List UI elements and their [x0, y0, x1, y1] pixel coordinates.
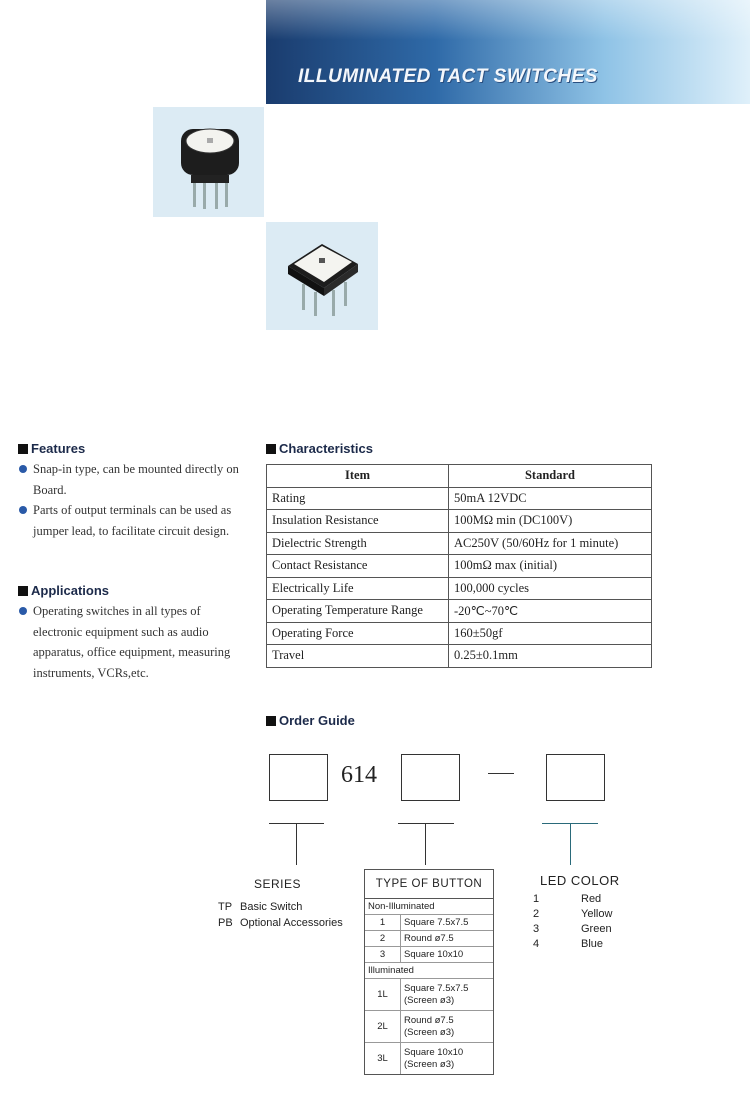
led-color-code-box	[546, 754, 605, 801]
order-guide-heading-label: Order Guide	[279, 713, 355, 728]
list-item	[365, 930, 493, 946]
standard-cell: 0.25±0.1mm	[449, 645, 652, 668]
button-code: 3	[365, 947, 401, 962]
order-guide-heading	[266, 713, 355, 728]
order-dash	[488, 773, 514, 774]
item-cell: Travel	[267, 645, 449, 668]
list-item	[365, 978, 493, 1010]
column-header: Standard	[449, 465, 652, 488]
list-item	[365, 914, 493, 930]
standard-cell: 160±50gf	[449, 622, 652, 645]
led-color-name: Blue	[581, 938, 604, 950]
led-color-label: LED COLOR	[540, 873, 620, 888]
bullet-icon	[19, 506, 27, 514]
button-type-label: TYPE OF BUTTON	[365, 870, 493, 899]
series-desc: Basic Switch	[240, 901, 303, 913]
feature-text: Parts of output terminals can be used as jumper lead, to facilitate circuit design.	[33, 503, 232, 538]
table-row	[267, 532, 652, 555]
led-code: 1	[533, 893, 540, 905]
series-label: SERIES	[254, 877, 302, 891]
item-cell: Contact Resistance	[267, 555, 449, 578]
square-bullet-icon	[266, 444, 276, 454]
column-header: Item	[267, 465, 449, 488]
button-desc-group	[401, 983, 493, 1007]
button-code: 3L	[365, 1043, 401, 1074]
list-item	[365, 946, 493, 962]
series-code: TP	[218, 901, 233, 913]
bullet-icon	[19, 465, 27, 473]
button-code: 1L	[365, 979, 401, 1010]
page-title: ILLUMINATED TACT SWITCHES	[298, 66, 598, 87]
button-desc-group	[401, 1047, 493, 1071]
application-text: Operating switches in all types of electronic equipment such as audio apparatus, office equipment, measuring instruments, VCRs,etc.	[33, 604, 231, 680]
characteristics-table	[266, 464, 652, 668]
button-connector	[398, 823, 454, 824]
button-note: (Screen ø3)	[404, 1058, 455, 1070]
list-item	[365, 1042, 493, 1074]
button-desc: Round ø7.5	[404, 1014, 454, 1026]
features-heading-label: Features	[31, 441, 86, 456]
standard-cell: 100,000 cycles	[449, 577, 652, 600]
applications-heading	[18, 583, 109, 598]
button-type-code-box	[401, 754, 460, 801]
led-color-name: Red	[581, 893, 602, 905]
list-item	[365, 1010, 493, 1042]
feature-item	[33, 500, 258, 541]
led-color-name: Green	[581, 923, 612, 935]
non-illuminated-group-label: Non-Illuminated	[368, 901, 435, 912]
button-note: (Screen ø3)	[404, 994, 455, 1006]
led-code: 3	[533, 923, 540, 935]
standard-cell: 50mA 12VDC	[449, 487, 652, 510]
table-row	[267, 645, 652, 668]
feature-text: Snap-in type, can be mounted directly on Board.	[33, 462, 239, 497]
item-cell: Insulation Resistance	[267, 510, 449, 533]
model-number: 614	[341, 762, 377, 788]
square-bullet-icon	[18, 444, 28, 454]
application-item	[33, 601, 248, 683]
button-code: 2	[365, 931, 401, 946]
table-row	[267, 555, 652, 578]
applications-heading-label: Applications	[31, 583, 110, 598]
series-code-box	[269, 754, 328, 801]
led-connector-stem	[570, 823, 571, 865]
round-switch-photo	[153, 107, 264, 217]
led-code: 4	[533, 938, 540, 950]
illuminated-group-label: Illuminated	[365, 962, 493, 978]
standard-cell: 100mΩ max (initial)	[449, 555, 652, 578]
item-cell: Rating	[267, 487, 449, 510]
item-cell: Operating Force	[267, 622, 449, 645]
table-row	[267, 577, 652, 600]
button-note: (Screen ø3)	[404, 1026, 455, 1038]
table-row	[267, 600, 652, 623]
table-row	[267, 510, 652, 533]
button-connector-stem	[425, 823, 426, 865]
table-header-row	[267, 465, 652, 488]
item-cell: Operating Temperature Range	[267, 600, 449, 623]
button-desc: Square 7.5x7.5	[404, 917, 469, 928]
features-heading	[18, 441, 85, 456]
square-bullet-icon	[18, 586, 28, 596]
button-desc-group	[401, 1015, 493, 1039]
button-desc: Square 10x10	[404, 949, 464, 960]
standard-cell: 100MΩ min (DC100V)	[449, 510, 652, 533]
header-banner	[266, 0, 750, 104]
button-type-list	[364, 869, 494, 1075]
series-code: PB	[218, 917, 233, 929]
button-desc: Square 7.5x7.5	[404, 982, 469, 994]
led-color-name: Yellow	[581, 908, 613, 920]
button-desc: Square 10x10	[404, 1046, 464, 1058]
button-desc: Round ø7.5	[404, 933, 454, 944]
item-cell: Electrically Life	[267, 577, 449, 600]
item-cell: Dielectric Strength	[267, 532, 449, 555]
series-desc: Optional Accessories	[240, 917, 343, 929]
button-code: 2L	[365, 1011, 401, 1042]
button-code: 1	[365, 915, 401, 930]
standard-cell: AC250V (50/60Hz for 1 minute)	[449, 532, 652, 555]
bullet-icon	[19, 607, 27, 615]
table-row	[267, 622, 652, 645]
series-connector-stem	[296, 823, 297, 865]
square-bullet-icon	[266, 716, 276, 726]
square-switch-photo	[266, 222, 378, 330]
characteristics-heading	[266, 441, 373, 456]
standard-cell: -20℃~70℃	[449, 600, 652, 623]
characteristics-heading-label: Characteristics	[279, 441, 373, 456]
led-code: 2	[533, 908, 540, 920]
table-row	[267, 487, 652, 510]
feature-item	[33, 459, 258, 500]
